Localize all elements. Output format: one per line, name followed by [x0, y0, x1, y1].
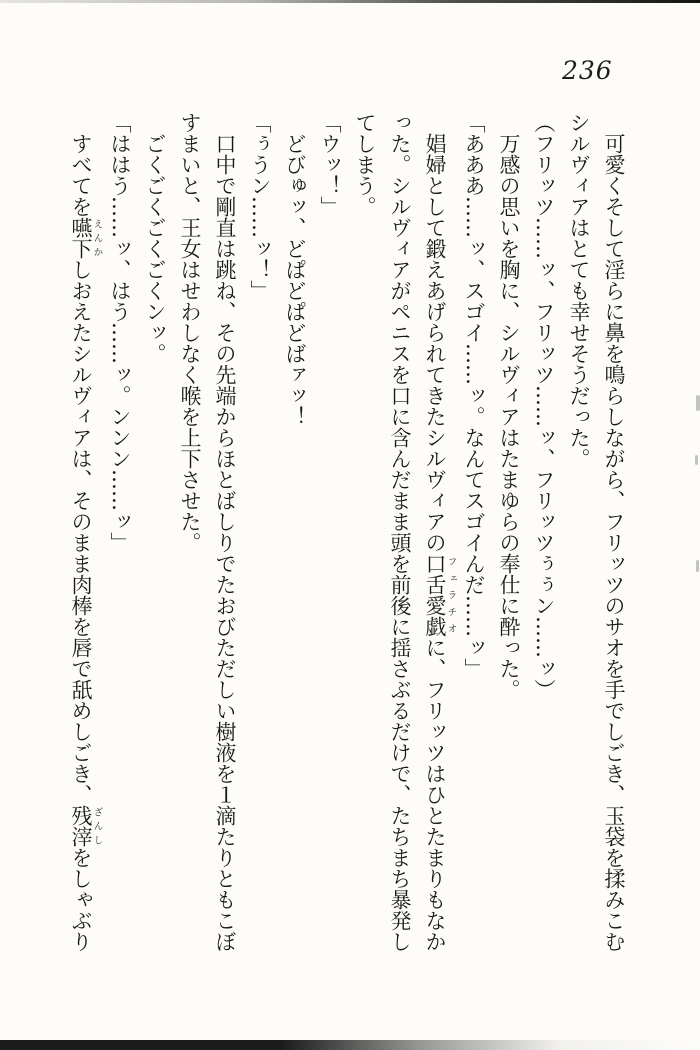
scan-speck — [695, 455, 698, 465]
text-line: （フリッツ……ッ、フリッツ……ッ、フリッツぅぅン……ッ） — [532, 112, 556, 700]
text-line: すべてを嚥下えんかしおえたシルヴィアは、そのまま肉棒を唇で舐めしごき、残滓ざんしをしゃぶり — [69, 133, 103, 952]
page-number: 236 — [562, 56, 613, 85]
ruby-annotated-word: 口舌愛戯フェラチオ — [423, 553, 457, 637]
text-line: 口中で剛直は跳ね、その先端からほとばしりでたおびただしい樹液を１滴たりともこぼ — [213, 133, 237, 952]
text-line: 「ははう……ッ、はう……ッ。ンンン……ッ」 — [108, 112, 132, 553]
scan-top-edge — [0, 0, 700, 3]
text-line: どびゅッ、どぱどぱどばァッ！ — [283, 133, 307, 427]
text-line: すまいと、王女はせわしなく喉を上下させた。 — [178, 112, 202, 553]
text-block — [63, 112, 631, 960]
text-line: 娼婦として鍛えあげられてきたシルヴィアの口舌愛戯フェラチオに、フリッツはひとたまりもなか — [423, 133, 457, 952]
text-line: てしまう。 — [353, 112, 377, 217]
scan-speck — [696, 395, 700, 411]
scan-speck — [696, 560, 699, 572]
ruby-annotated-word: 嚥下えんか — [69, 217, 103, 259]
text-line: 可愛くそして淫らに鼻を鳴らしながら、フリッツのサオを手でしごき、玉袋を揉みこむ — [602, 133, 626, 952]
text-line: ごくごくごくごくンッ。 — [143, 133, 167, 364]
text-line: 万感の思いを胸に、シルヴィアはたまゆらの奉仕に酔った。 — [497, 133, 521, 700]
text-line: 「ぅうン……ッ！」 — [248, 112, 272, 301]
text-line: シルヴィアはとても幸せそうだった。 — [567, 112, 591, 469]
text-line: った。シルヴィアがペニスを口に含んだまま頭を前後に揺さぶるだけで、たちまち暴発し — [388, 112, 412, 952]
ruby-annotated-word: 残滓ざんし — [69, 805, 103, 847]
text-line: 「あああ……ッ、スゴイ……ッ。なんてスゴイんだ……ッ」 — [462, 112, 486, 679]
text-line: 「ウッ！」 — [318, 112, 342, 217]
scan-bottom-edge — [0, 1040, 700, 1050]
